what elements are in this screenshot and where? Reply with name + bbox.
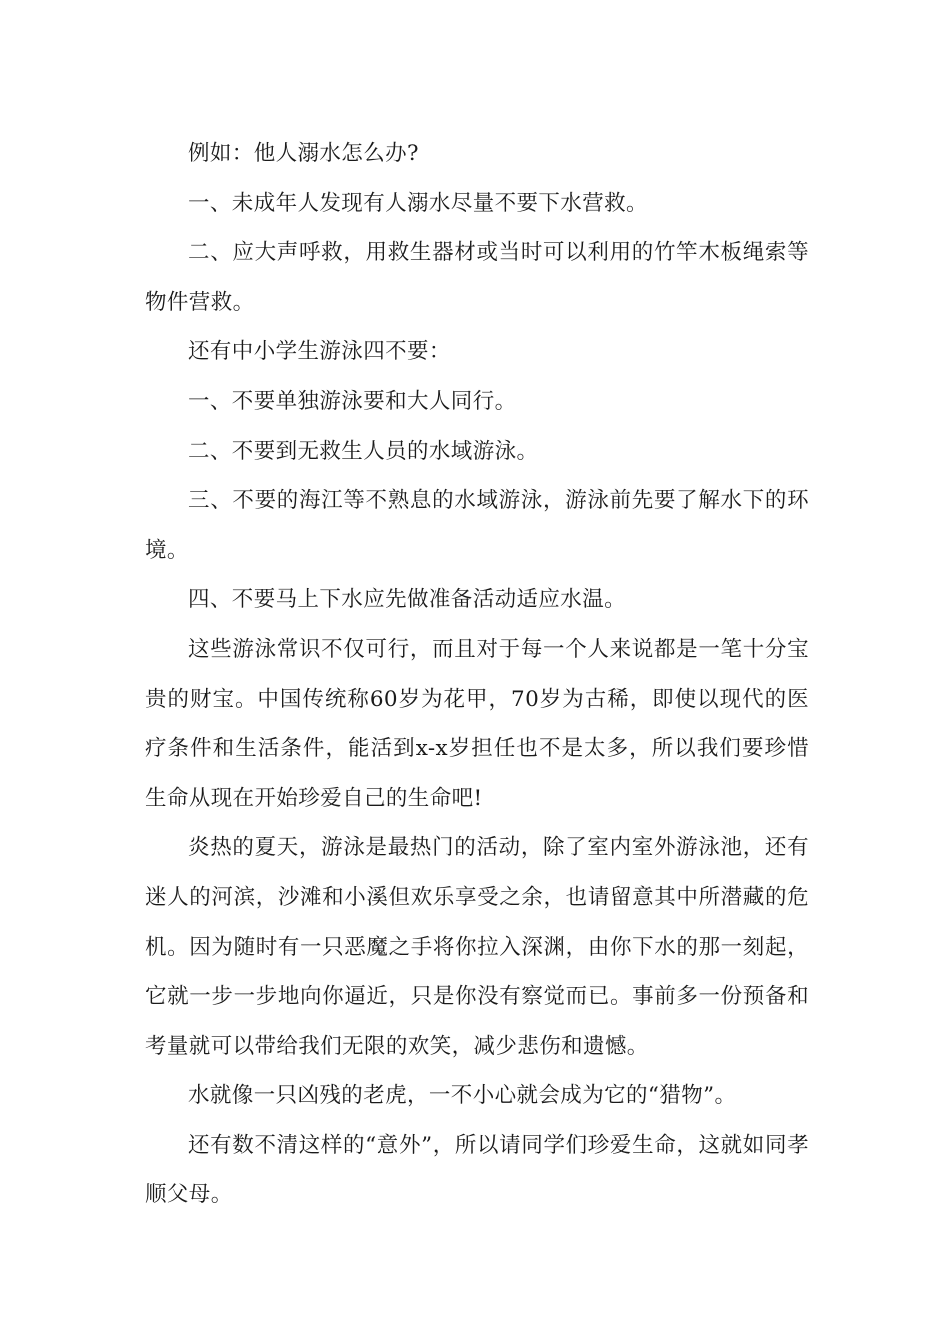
paragraph-water-tiger: 水就像一只凶残的老虎，一不小心就会成为它的“猎物”。 bbox=[188, 1083, 737, 1109]
paragraph-swimming-knowledge: 这些游泳常识不仅可行，而且对于每一个人来说都是一笔十分宝贵的财宝。中国传统称60岁为花甲，70岁为古稀，即使以现代的医疗条件和生活条件，能活到x-x岁担任也不是太多，所以我们要珍惜生命从现在开始珍爱自己的生命吧! bbox=[145, 636, 809, 811]
paragraph-four-donts-heading: 还有中小学生游泳四不要： bbox=[188, 339, 451, 365]
paragraph-dont-4: 四、不要马上下水应先做准备活动适应水温。 bbox=[188, 587, 627, 613]
paragraph-rule-1: 一、未成年人发现有人溺水尽量不要下水营救。 bbox=[188, 190, 648, 216]
paragraph-dont-1: 一、不要单独游泳要和大人同行。 bbox=[188, 388, 517, 414]
paragraph-rule-2: 二、应大声呼救，用救生器材或当时可以利用的竹竿木板绳索等物件营救。 bbox=[145, 240, 809, 315]
paragraph-example-question: 例如：他人溺水怎么办? bbox=[188, 141, 419, 166]
paragraph-cherish-life: 还有数不清这样的“意外”，所以请同学们珍爱生命，这就如同孝顺父母。 bbox=[145, 1132, 809, 1208]
paragraph-dont-2: 二、不要到无救生人员的水域游泳。 bbox=[188, 438, 539, 464]
paragraph-dont-3: 三、不要的海江等不熟息的水域游泳，游泳前先要了解水下的环境。 bbox=[145, 488, 809, 563]
paragraph-summer-dangers: 炎热的夏天，游泳是最热门的活动，除了室内室外游泳池，还有迷人的河滨，沙滩和小溪但欢乐享受之余，也请留意其中所潜藏的危机。因为随时有一只恶魔之手将你拉入深渊，由你下水的那一刻起，它就一步一步地向你逼近，只是你没有察觉而已。事前多一份预备和考量就可以带给我们无限的欢笑，减少悲伤和遗憾。 bbox=[145, 835, 809, 1059]
document-body bbox=[145, 129, 809, 1220]
